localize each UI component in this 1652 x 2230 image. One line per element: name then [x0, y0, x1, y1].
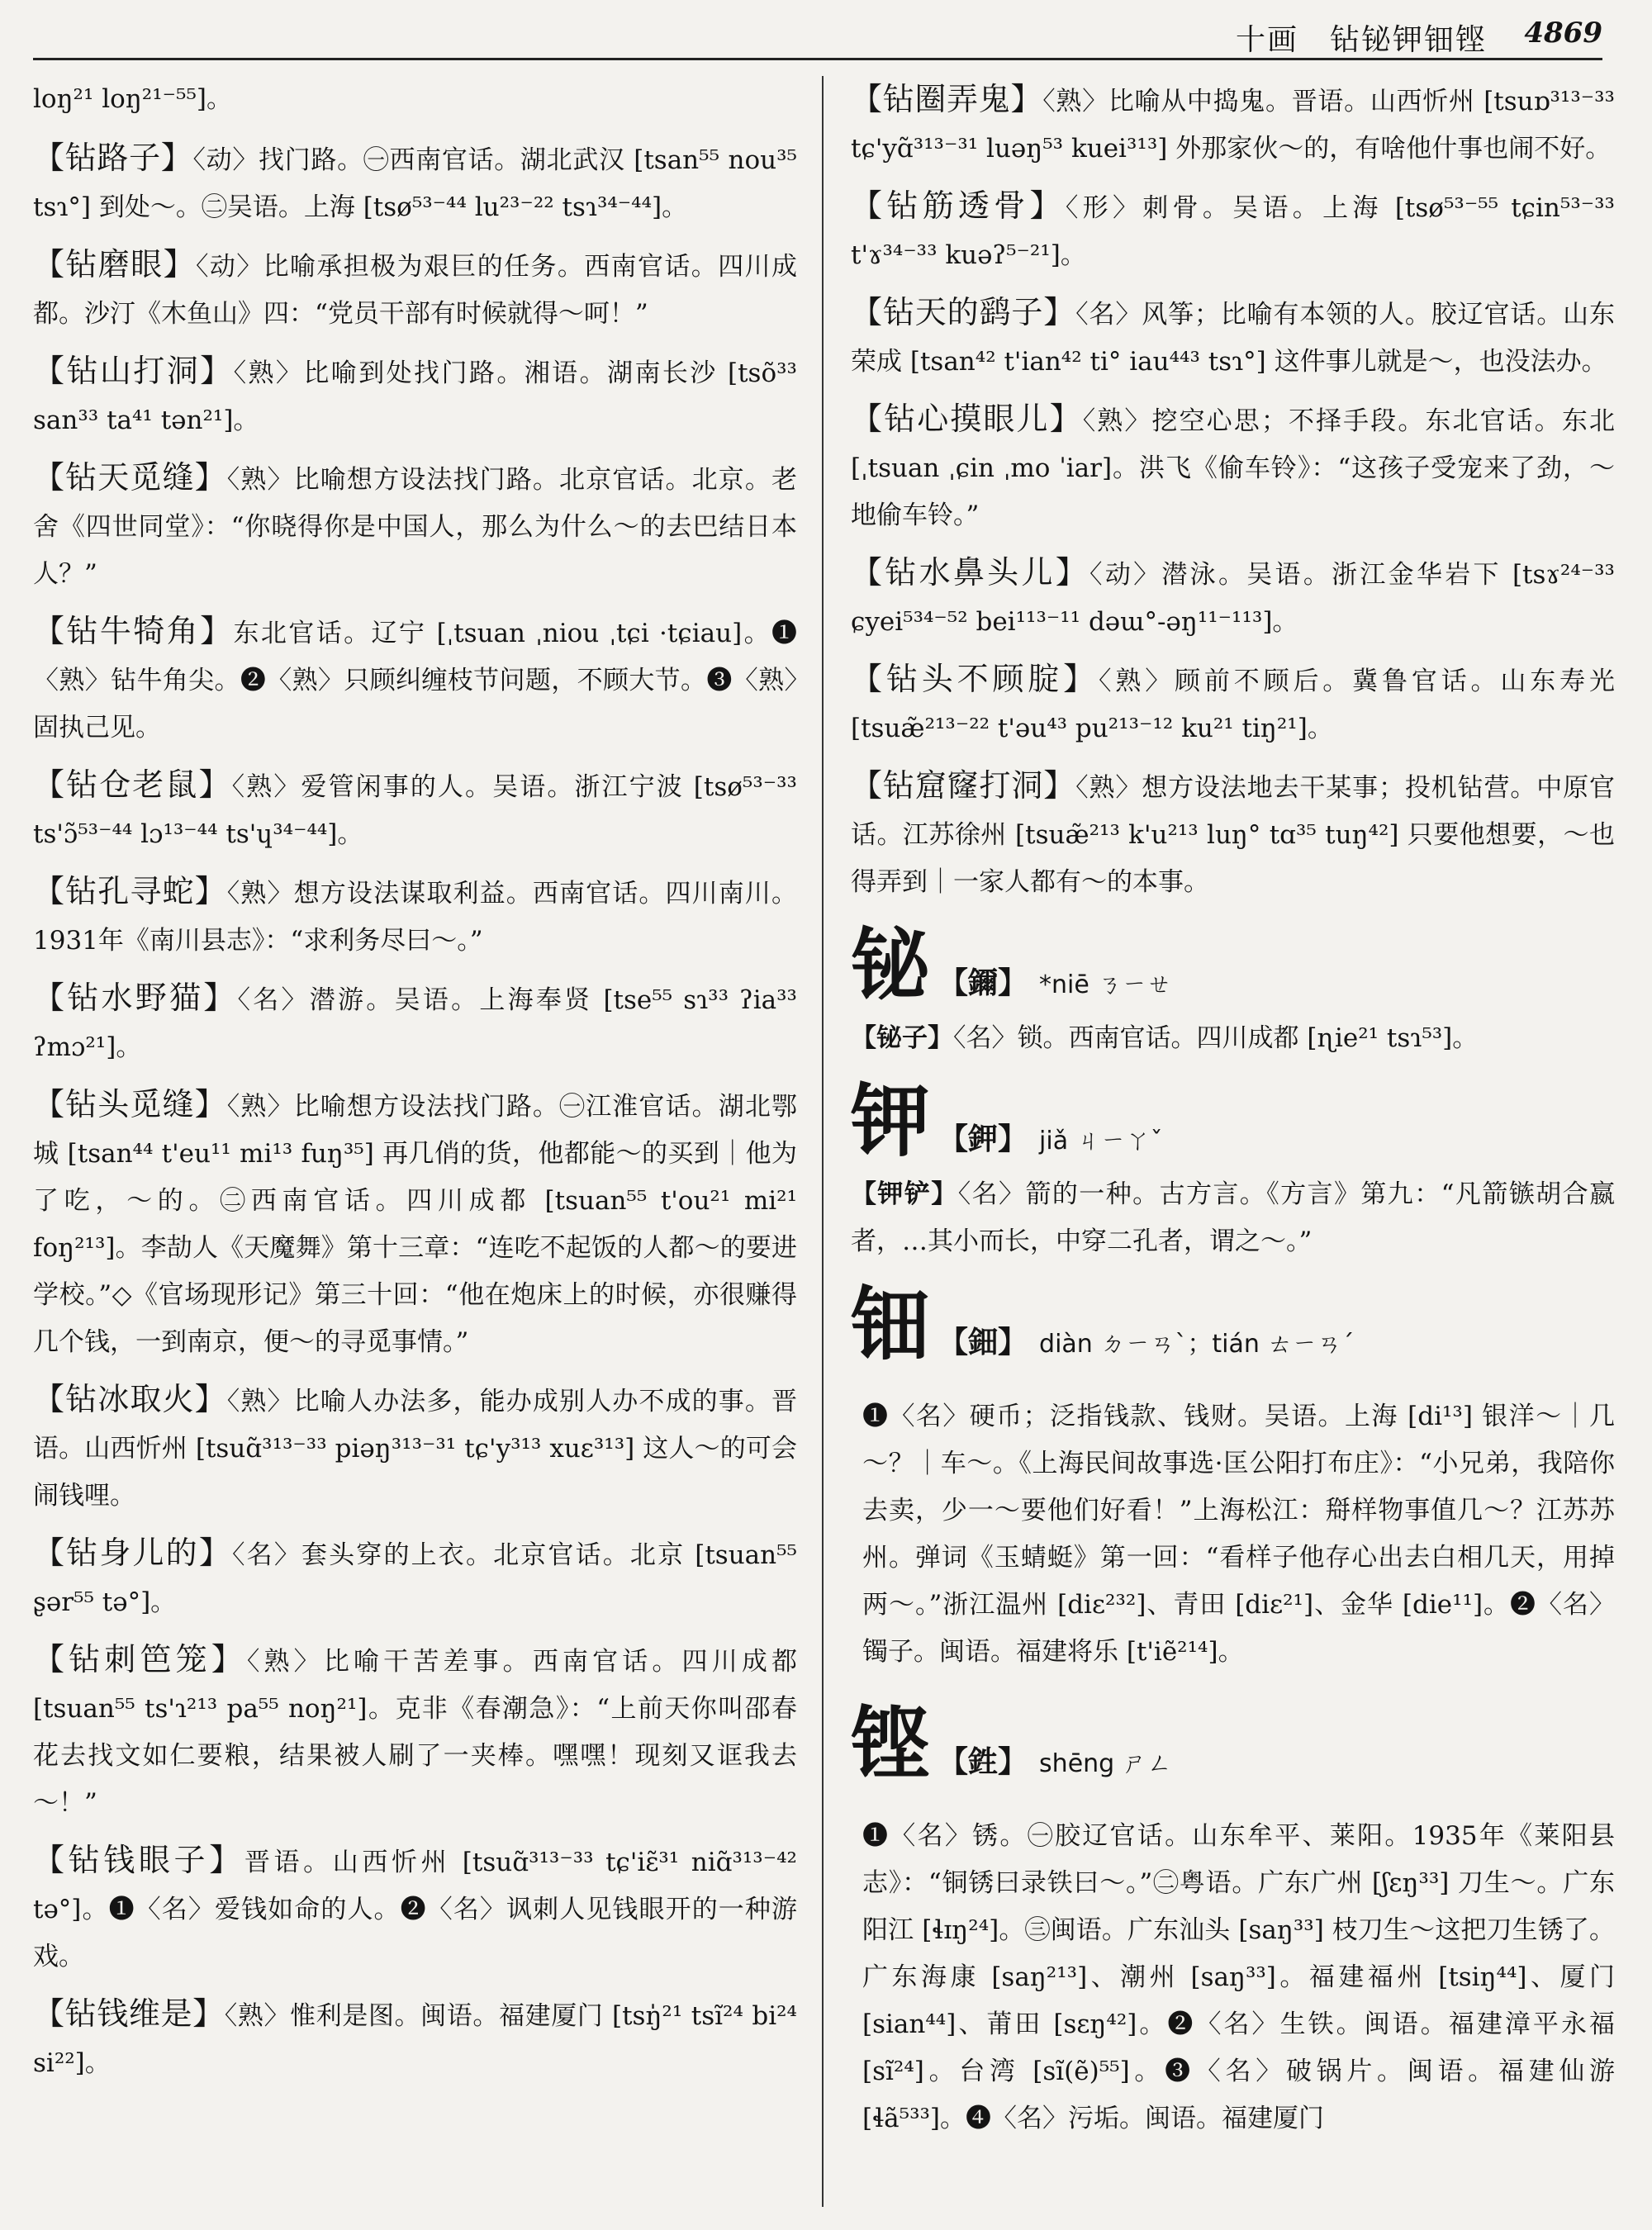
- character-heading-dian: [851, 1278, 1615, 1371]
- traditional-form: 【 鑈 】: [938, 960, 1028, 1002]
- right-column: [851, 76, 1615, 2213]
- entry-text: 〈熟〉比喻人办法多，能办成别人办不成的事。晋语。山西忻州 [tsuɑ̃³¹³⁻³³ piəŋ³¹³⁻³¹ tɕ'y³¹³ xuɛ³¹³] 这人～的可会闹钱哩。: [33, 1387, 797, 1511]
- head-character: 铋: [851, 918, 930, 1012]
- entry-text: loŋ²¹ loŋ²¹⁻⁵⁵]。: [33, 84, 232, 114]
- dictionary-entry: [33, 975, 797, 1071]
- dictionary-entry: [33, 1636, 797, 1827]
- dictionary-entry: [33, 1530, 797, 1626]
- header-title: 十画 钻铋钾钿铿: [1235, 23, 1487, 57]
- head-character: 铿: [851, 1697, 930, 1791]
- entry-text: 〈名〉潜游。吴语。上海奉贤 [tse⁵⁵ sɿ³³ ʔia³³ ʔmɔ²¹]。: [33, 985, 797, 1062]
- traditional-form: 【 鈿 】: [938, 1319, 1028, 1361]
- character-definition: ❶〈名〉硬币；泛指钱款、钱财。吴语。上海 [di¹³] 银洋～｜几～？｜车～。《上海民间故事选·匡公阳打布庄》：“小兄弟，我陪你去卖，少一～要他们好看！”上海松江：搿样物事值几～？江苏苏州。弹词《玉蜻蜓》第一回：“看样子他存心出去白相几天，用掉两～。”浙江温州 [diɛ²³²]、青田 [diɛ²¹]、金华 [die¹¹]。❷〈名〉镯子。闽语。福建将乐 [t'iẽ²¹⁴]。: [862, 1402, 1615, 1667]
- dictionary-entry: [33, 135, 797, 231]
- column-divider: [822, 76, 824, 2207]
- dictionary-entry: [851, 762, 1615, 906]
- entry-headword: 【 钻心摸眼儿 】: [851, 401, 1083, 437]
- entry-headword: 【 钻钱眼子 】: [33, 1842, 244, 1878]
- dictionary-entry: [33, 1376, 797, 1520]
- page-header: [33, 12, 1602, 60]
- traditional-form: 【 鉀 】: [938, 1116, 1028, 1158]
- entry-headword: 【 钻水鼻头儿 】: [851, 554, 1089, 591]
- entry-headword: 【 钻圈弄鬼 】: [851, 81, 1042, 117]
- entry-headword: 【 钻窟窿打洞 】: [851, 767, 1075, 804]
- entry-headword: 【 钻山打洞 】: [33, 353, 234, 389]
- entry-text: 〈动〉找门路。㊀西南官话。湖北武汉 [tsan⁵⁵ nou³⁵ tsɿ°] 到处～。㊁吴语。上海 [tsø⁵³⁻⁴⁴ lu²³⁻²² tsɿ³⁴⁻⁴⁴]。: [33, 145, 797, 222]
- entry-text: 〈熟〉顾前不顾后。冀鲁官话。山东寿光 [tsuæ̃²¹³⁻²² t'əu⁴³ pu²¹³⁻¹² ku²¹ tiŋ²¹]。: [851, 667, 1615, 743]
- entry-headword: 【 钻天的鹞子 】: [851, 294, 1075, 330]
- entry-text: 〈熟〉想方设法谋取利益。西南官话。四川南川。1931年《南川县志》：“求利务尽曰～。”: [33, 879, 797, 956]
- entry-text: 〈名〉锁。西南官话。四川成都 [ɳie²¹ tsɿ⁵³]。: [953, 1023, 1479, 1053]
- character-heading-sheng: [851, 1697, 1615, 1791]
- entry-headword: 【 铋子 】: [851, 1023, 953, 1053]
- entry-text: 〈熟〉比喻想方设法找门路。北京官话。北京。老舍《四世同堂》：“你晓得你是中国人，那么为什么～的去巴结日本人？”: [33, 465, 797, 589]
- entry-text: 〈动〉潜泳。吴语。浙江金华岩下 [tsɤ²⁴⁻³³ ɕyei⁵³⁴⁻⁵² bei¹¹³⁻¹¹ dəɯ°-əŋ¹¹⁻¹¹³]。: [851, 560, 1615, 637]
- dictionary-entry: [851, 396, 1615, 539]
- entry-text: 〈熟〉想方设法地去干某事；投机钻营。中原官话。江苏徐州 [tsuæ̃²¹³ k'u²¹³ luŋ° tɑ³⁵ tuŋ⁴²] 只要他想要，～也得弄到｜一家人都有～的本事。: [851, 773, 1615, 897]
- dictionary-entry: [33, 454, 797, 598]
- dictionary-entry: [33, 608, 797, 752]
- dictionary-entry: [851, 1171, 1615, 1265]
- entry-headword: 【 钻仓老鼠 】: [33, 766, 232, 803]
- entry-text: 〈熟〉比喻从中捣鬼。晋语。山西忻州 [tsuɒ³¹³⁻³³ tɕ'yɑ̃³¹³⁻³¹ luəŋ⁵³ kuei³¹³] 外那家伙～的，有啥他什事也闹不好。: [851, 87, 1615, 164]
- entry-headword: 【 钻路子 】: [33, 140, 192, 176]
- left-column: [33, 76, 797, 2213]
- entry-headword: 【 钻钱维是 】: [33, 1995, 225, 2032]
- dictionary-entry: [33, 762, 797, 858]
- entry-text: 〈名〉风筝；比喻有本领的人。胶辽官话。山东荣成 [tsan⁴² t'ian⁴² ti° iau⁴⁴³ tsɿ°] 这件事儿就是～，也没法办。: [851, 300, 1615, 377]
- dictionary-entry: [851, 656, 1615, 752]
- continued-entry: [33, 76, 797, 123]
- dictionary-entry: [851, 1015, 1615, 1062]
- character-definition: ❶〈名〉锈。㊀胶辽官话。山东牟平、莱阳。1935年《莱阳县志》：“铜锈曰录铁曰～。”㊁粤语。广东广州 [ʃɛŋ³³] 刀生～。广东阳江 [ɬɪŋ²⁴]。㊂闽语。广东汕头 [saŋ³³] 枝刀生～这把刀生锈了。广东海康 [saŋ²¹³]、潮州 [saŋ³³]。福建福州 [tsiŋ⁴⁴]、厦门 [sian⁴⁴]、莆田 [sɛŋ⁴²]。❷〈名〉生铁。闽语。福建漳平永福 [sĩ²⁴]。台湾 [sĩ(ẽ)⁵⁵]。❸〈名〉破锅片。闽语。福建仙游 [ɬã⁵³³]。❹〈名〉污垢。闽语。福建厦门: [862, 1821, 1615, 2133]
- character-heading-ni: [851, 918, 1615, 1012]
- dictionary-entry: [33, 1990, 797, 2087]
- entry-headword: 【 钻水野猫 】: [33, 980, 238, 1016]
- pronunciation: diàn ㄉㄧㄢˋ；tián ㄊㄧㄢˊ: [1039, 1330, 1355, 1359]
- entry-text: 东北官话。辽宁 [ˌtsuan ˌniou ˌtɕi ·tɕiau]。❶〈熟〉钻牛角尖。❷〈熟〉只顾纠缠枝节问题，不顾大节。❸〈熟〉固执己见。: [33, 619, 797, 743]
- head-character: 钿: [851, 1278, 930, 1371]
- entry-text: 〈熟〉惟利是图。闽语。福建厦门 [tsŋ̍²¹ tsĩ²⁴ bi²⁴ si²²]。: [33, 2001, 797, 2078]
- pronunciation: shēng ㄕㄥ: [1039, 1749, 1172, 1778]
- entry-headword: 【 钻头不顾腚 】: [851, 661, 1099, 697]
- entry-text: 〈名〉箭的一种。古方言。《方言》第九：“凡箭镞胡合嬴者，…其小而长，中穿二孔者，谓之～。”: [851, 1179, 1615, 1256]
- entry-text: 〈熟〉比喻想方设法找门路。㊀江淮官话。湖北鄂城 [tsan⁴⁴ t'eu¹¹ mi¹³ fuŋ³⁵] 再几俏的货，他都能～的买到｜他为了吃，～的。㊁西南官话。四川成都 [tsuan⁵⁵ t'ou²¹ mi²¹ foŋ²¹³]。李劼人《天魔舞》第十三章：“连吃不起饭的人都～的要进学校。”◇《官场现形记》第三十回：“他在炮床上的时候，亦很赚得几个钱，一到南京，便～的寻觅事情。”: [33, 1092, 797, 1357]
- pronunciation: jiǎ ㄐㄧㄚˇ: [1039, 1127, 1163, 1155]
- dictionary-entry: [33, 1837, 797, 1981]
- entry-text: 〈动〉比喻承担极为艰巨的任务。西南官话。四川成都。沙汀《木鱼山》四：“党员干部有时候就得～呵！”: [33, 252, 797, 329]
- dictionary-entry: [33, 1081, 797, 1366]
- entry-text: 〈形〉刺骨。吴语。上海 [tsø⁵³⁻⁵⁵ tɕin⁵³⁻³³ t'ɤ³⁴⁻³³ kuəʔ⁵⁻²¹]。: [851, 193, 1615, 270]
- dictionary-entry: [851, 76, 1615, 173]
- entry-text: 晋语。山西忻州 [tsuɑ̃³¹³⁻³³ tɕ'iɛ̃³¹ niɑ̃³¹³⁻⁴² tə°]。❶〈名〉爱钱如命的人。❷〈名〉讽刺人见钱眼开的一种游戏。: [33, 1848, 797, 1971]
- character-heading-jia: [851, 1075, 1615, 1168]
- dictionary-entry: [33, 241, 797, 338]
- entry-headword: 【 钾铲 】: [851, 1179, 958, 1209]
- entry-headword: 【 钻磨眼 】: [33, 246, 196, 282]
- entry-headword: 【 钻天觅缝 】: [33, 459, 227, 496]
- entry-text: 〈名〉套头穿的上衣。北京官话。北京 [tsuan⁵⁵ ʂər⁵⁵ tə°]。: [33, 1540, 797, 1617]
- entry-headword: 【 钻身儿的 】: [33, 1535, 232, 1571]
- head-character: 钾: [851, 1075, 930, 1168]
- traditional-form: 【 鉎 】: [938, 1739, 1028, 1781]
- dictionary-entry: [851, 549, 1615, 646]
- entry-headword: 【 钻筋透骨 】: [851, 187, 1066, 224]
- entry-headword: 【 钻头觅缝 】: [33, 1086, 227, 1122]
- page-number: 4869: [1524, 17, 1602, 50]
- dictionary-entry: [851, 183, 1615, 279]
- entry-headword: 【 钻冰取火 】: [33, 1381, 227, 1417]
- entry-headword: 【 钻孔寻蛇 】: [33, 873, 227, 909]
- entry-headword: 【 钻刺笆笼 】: [33, 1641, 247, 1677]
- entry-text: 〈熟〉挖空心思；不择手段。东北官话。东北 [ˌtsuan ˌɕin ˌmo ˈiar]。洪飞《偷车铃》：“这孩子受宠来了劲，～地偷车铃。”: [851, 406, 1615, 530]
- entry-headword: 【 钻牛犄角 】: [33, 613, 233, 649]
- pronunciation: *niē ㄋㄧㄝ: [1039, 970, 1172, 999]
- dictionary-entry: [33, 348, 797, 444]
- dictionary-entry: [851, 289, 1615, 386]
- dictionary-entry: [33, 868, 797, 965]
- entry-text: 〈熟〉比喻干苦差事。西南官话。四川成都 [tsuan⁵⁵ ts'ɿ²¹³ pa⁵⁵ noŋ²¹]。克非《春潮急》：“上前天你叫邵春花去找文如仁要粮，结果被人刷了一夹棒。嘿嘿！现刻又诓我去～！”: [33, 1647, 797, 1818]
- entry-text: 〈熟〉比喻到处找门路。湘语。湖南长沙 [tsõ³³ san³³ ta⁴¹ tən²¹]。: [33, 358, 797, 435]
- entry-text: 〈熟〉爱管闲事的人。吴语。浙江宁波 [tsø⁵³⁻³³ ts'ɔ̃⁵³⁻⁴⁴ lɔ¹³⁻⁴⁴ ts'ɥ³⁴⁻⁴⁴]。: [33, 772, 797, 849]
